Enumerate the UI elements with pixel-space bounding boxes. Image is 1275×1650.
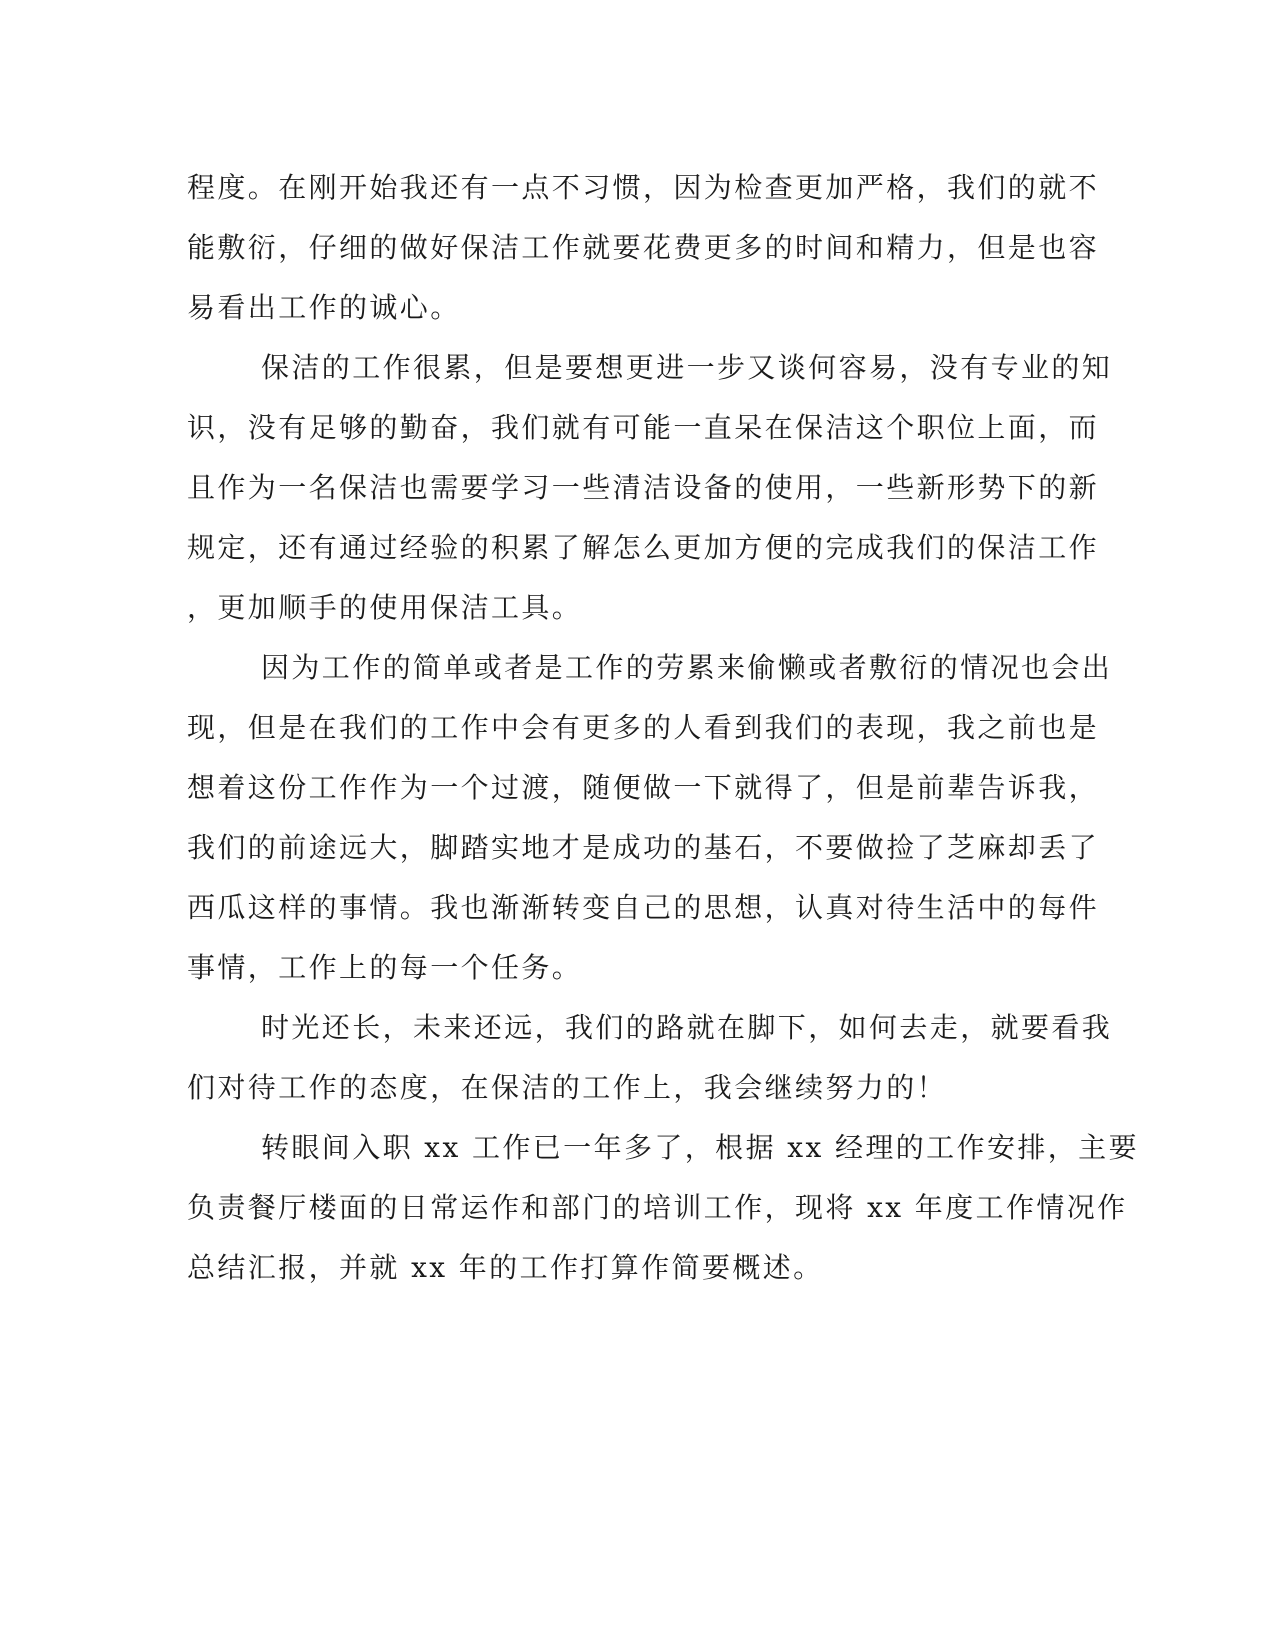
text-line: 总结汇报，并就 xx 年的工作打算作简要概述。 — [187, 1251, 824, 1284]
text-line: 我们的前途远大，脚踏实地才是成功的基石，不要做捡了芝麻却丢了 — [187, 831, 1100, 864]
paragraph-first-line: 转眼间入职 xx 工作已一年多了，根据 xx 经理的工作安排，主要 — [261, 1131, 1139, 1164]
text-line: 西瓜这样的事情。我也渐渐转变自己的思想，认真对待生活中的每件 — [187, 891, 1100, 924]
text-line: 规定，还有通过经验的积累了解怎么更加方便的完成我们的保洁工作 — [187, 531, 1100, 564]
text-line: 且作为一名保洁也需要学习一些清洁设备的使用，一些新形势下的新 — [187, 471, 1100, 504]
text-line: 现，但是在我们的工作中会有更多的人看到我们的表现，我之前也是 — [187, 711, 1100, 744]
text-line: 事情，工作上的每一个任务。 — [187, 951, 583, 984]
text-line: 负责餐厅楼面的日常运作和部门的培训工作，现将 xx 年度工作情况作 — [187, 1191, 1128, 1224]
text-line: 想着这份工作作为一个过渡，随便做一下就得了，但是前辈告诉我， — [187, 771, 1100, 804]
paragraph-first-line: 保洁的工作很累，但是要想更进一步又谈何容易，没有专业的知 — [261, 351, 1113, 384]
paragraph-first-line: 因为工作的简单或者是工作的劳累来偷懒或者敷衍的情况也会出 — [261, 651, 1113, 684]
text-line: 易看出工作的诚心。 — [187, 291, 461, 324]
text-line: 们对待工作的态度，在保洁的工作上，我会继续努力的！ — [187, 1071, 948, 1104]
text-line: 识，没有足够的勤奋，我们就有可能一直呆在保洁这个职位上面，而 — [187, 411, 1100, 444]
paragraph-first-line: 时光还长，未来还远，我们的路就在脚下，如何去走，就要看我 — [261, 1011, 1113, 1044]
text-line: 程度。在刚开始我还有一点不习惯，因为检查更加严格，我们的就不 — [187, 171, 1100, 204]
text-line: ，更加顺手的使用保洁工具。 — [187, 591, 583, 624]
text-line: 能敷衍，仔细的做好保洁工作就要花费更多的时间和精力，但是也容 — [187, 231, 1100, 264]
document-body — [187, 158, 1139, 1298]
